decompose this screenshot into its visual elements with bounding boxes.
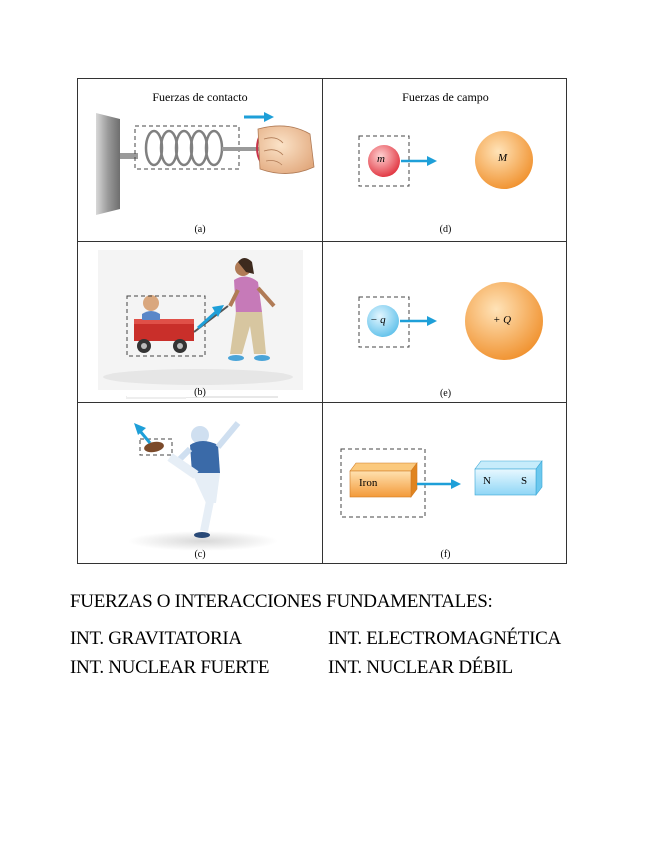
panel-c-kick — [78, 403, 322, 565]
force-gravitational: INT. GRAVITATORIA — [70, 628, 242, 649]
iron-bar-top — [350, 463, 417, 471]
caption-c: (c) — [194, 549, 206, 560]
caption-e: (e) — [439, 388, 452, 399]
small-mass-label: m — [377, 153, 385, 165]
forces-figure — [77, 78, 567, 564]
panel-a-spring — [78, 79, 322, 241]
small-charge-label: − q — [370, 314, 386, 326]
panel-d-gravity — [323, 79, 568, 241]
panel-e-electric — [323, 242, 568, 402]
large-charge-label: + Q — [493, 314, 512, 326]
large-mass-label: M — [498, 152, 508, 164]
force-strong-nuclear: INT. NUCLEAR FUERTE — [70, 657, 270, 678]
panel-b-wagon — [78, 242, 322, 402]
caption-b: (b) — [194, 387, 206, 398]
header-contact-forces: Fuerzas de contacto — [152, 90, 248, 104]
force-weak-nuclear: INT. NUCLEAR DÉBIL — [328, 657, 513, 678]
caption-a: (a) — [194, 224, 206, 235]
magnet-top — [475, 461, 542, 469]
fundamental-forces-title: FUERZAS O INTERACCIONES FUNDAMENTALES: — [70, 591, 493, 612]
panel-f-magnetic — [323, 403, 568, 565]
iron-label: Iron — [359, 477, 378, 489]
force-electromagnetic: INT. ELECTROMAGNÉTICA — [328, 628, 561, 649]
magnet-south-label: S — [521, 475, 528, 487]
caption-f: (f) — [440, 549, 451, 560]
header-field-forces: Fuerzas de campo — [402, 90, 489, 104]
magnet-north-label: N — [483, 475, 491, 487]
caption-d: (d) — [439, 224, 452, 235]
